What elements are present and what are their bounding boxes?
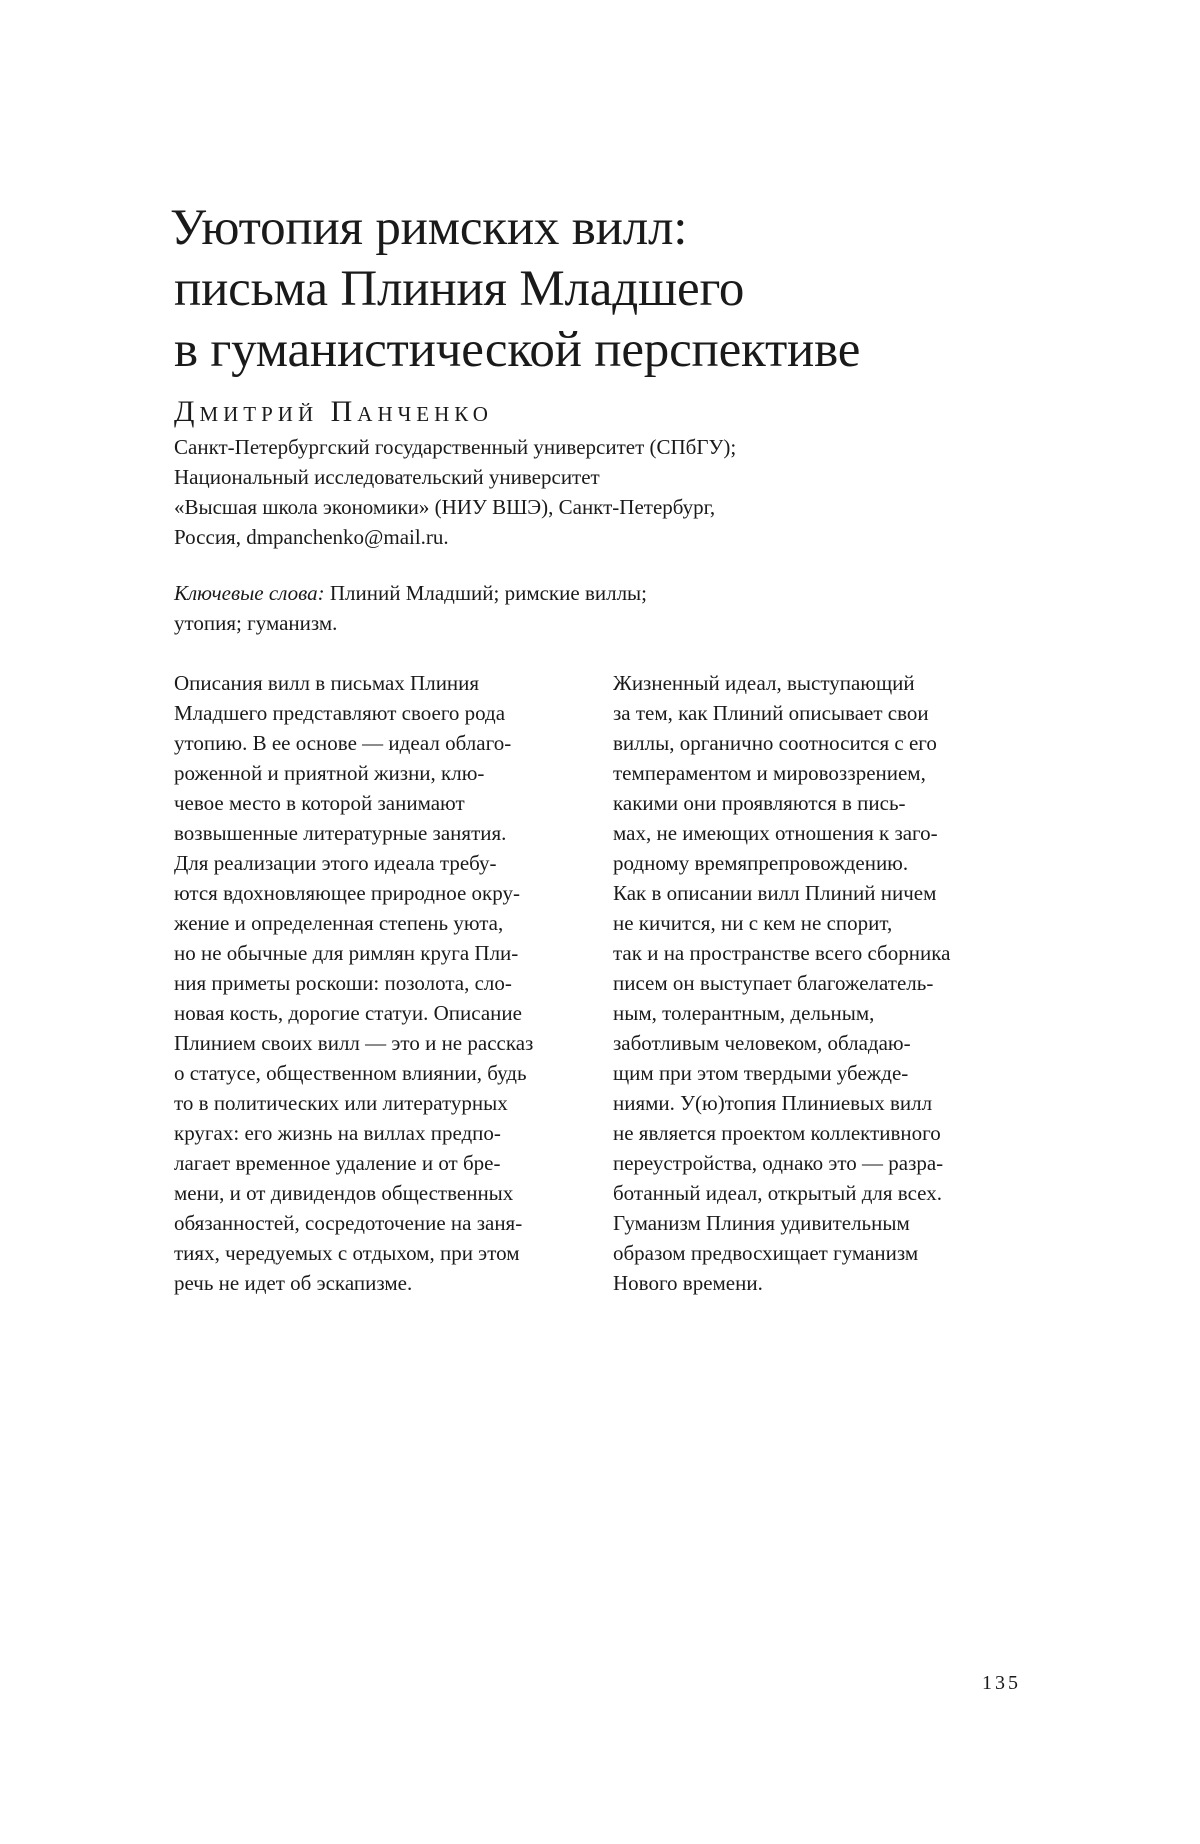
abstract-line: то в политических или литературных: [174, 1091, 508, 1115]
abstract-line: родному времяпрепровождению.: [613, 851, 909, 875]
abstract-line: но не обычные для римлян круга Пли-: [174, 941, 519, 965]
abstract-line: жение и определенная степень уюта,: [174, 911, 504, 935]
abstract-line: Младшего представляют своего рода: [174, 701, 506, 725]
affiliation-line: Санкт-Петербургский государственный университет (СПбГУ);: [174, 435, 737, 459]
abstract-line: ния приметы роскоши: позолота, сло-: [174, 971, 512, 995]
title-line: в гуманистической перспективе: [174, 322, 861, 378]
keywords-label: Ключевые слова:: [174, 581, 325, 605]
keywords-line: [174, 578, 894, 608]
affiliation-line: Россия, dmpanchenko@mail.ru.: [174, 525, 449, 549]
keywords-line: утопия; гуманизм.: [174, 611, 338, 635]
abstract-line: какими они проявляются в пись-: [613, 791, 906, 815]
abstract-line: тиях, чередуемых с отдыхом, при этом: [174, 1241, 520, 1265]
abstract-line: роженной и приятной жизни, клю-: [174, 761, 485, 785]
abstract-line: кругах: его жизнь на виллах предпо-: [174, 1121, 501, 1145]
keywords-block: [174, 578, 894, 638]
abstract-line: Как в описании вилл Плиний ничем: [613, 881, 937, 905]
abstract-line: заботливым человеком, обладаю-: [613, 1031, 911, 1055]
abstract-left-column: [174, 668, 604, 1298]
abstract-line: щим при этом твердыми убежде-: [613, 1061, 909, 1085]
abstract-line: виллы, органично соотносится с его: [613, 731, 937, 755]
abstract-line: за тем, как Плиний описывает свои: [613, 701, 929, 725]
abstract-line: чевое место в которой занимают: [174, 791, 465, 815]
abstract-line: ниями. У(ю)топия Плиниевых вилл: [613, 1091, 933, 1115]
abstract-line: лагает временное удаление и от бре-: [174, 1151, 501, 1175]
abstract-line: обязанностей, сосредоточение на заня-: [174, 1211, 523, 1235]
abstract-line: образом предвосхищает гуманизм: [613, 1241, 919, 1265]
article-title: [170, 198, 1050, 381]
abstract-line: ботанный идеал, открытый для всех.: [613, 1181, 942, 1205]
abstract-right-column: [613, 668, 1043, 1298]
abstract-line: о статусе, общественном влиянии, будь: [174, 1061, 527, 1085]
author-affiliation: [174, 432, 894, 552]
abstract-line: новая кость, дорогие статуи. Описание: [174, 1001, 522, 1025]
abstract-line: мах, не имеющих отношения к заго-: [613, 821, 938, 845]
abstract-line: так и на пространстве всего сборника: [613, 941, 951, 965]
affiliation-line: Национальный исследовательский университет: [174, 465, 600, 489]
author-name: Дмитрий Панченко: [174, 395, 493, 428]
title-line: Уютопия римских вилл:: [170, 200, 688, 256]
title-line: письма Плиния Младшего: [174, 261, 745, 317]
abstract-line: Жизненный идеал, выступающий: [613, 671, 915, 695]
abstract-line: мени, и от дивидендов общественных: [174, 1181, 514, 1205]
abstract-line: переустройства, однако это — разра-: [613, 1151, 944, 1175]
affiliation-line: «Высшая школа экономики» (НИУ ВШЭ), Санкт-Петербург,: [174, 495, 716, 519]
abstract-line: не является проектом коллективного: [613, 1121, 941, 1145]
abstract-line: Гуманизм Плиния удивительным: [613, 1211, 910, 1235]
abstract-line: Для реализации этого идеала требу-: [174, 851, 497, 875]
abstract-line: писем он выступает благожелатель-: [613, 971, 934, 995]
abstract-line: речь не идет об эскапизме.: [174, 1271, 413, 1295]
abstract-line: ным, толерантным, дельным,: [613, 1001, 875, 1025]
keywords-values: Плиний Младший; римские виллы;: [329, 581, 647, 605]
abstract-line: ются вдохновляющее природное окру-: [174, 881, 520, 905]
abstract-line: темпераментом и мировоззрением,: [613, 761, 926, 785]
abstract-line: возвышенные литературные занятия.: [174, 821, 507, 845]
abstract-line: Нового времени.: [613, 1271, 763, 1295]
page-number: 135: [982, 1672, 1021, 1694]
abstract-line: утопию. В ее основе — идеал облаго-: [174, 731, 512, 755]
abstract-line: Плинием своих вилл — это и не рассказ: [174, 1031, 534, 1055]
abstract-line: не кичится, ни с кем не спорит,: [613, 911, 893, 935]
abstract-line: Описания вилл в письмах Плиния: [174, 671, 480, 695]
